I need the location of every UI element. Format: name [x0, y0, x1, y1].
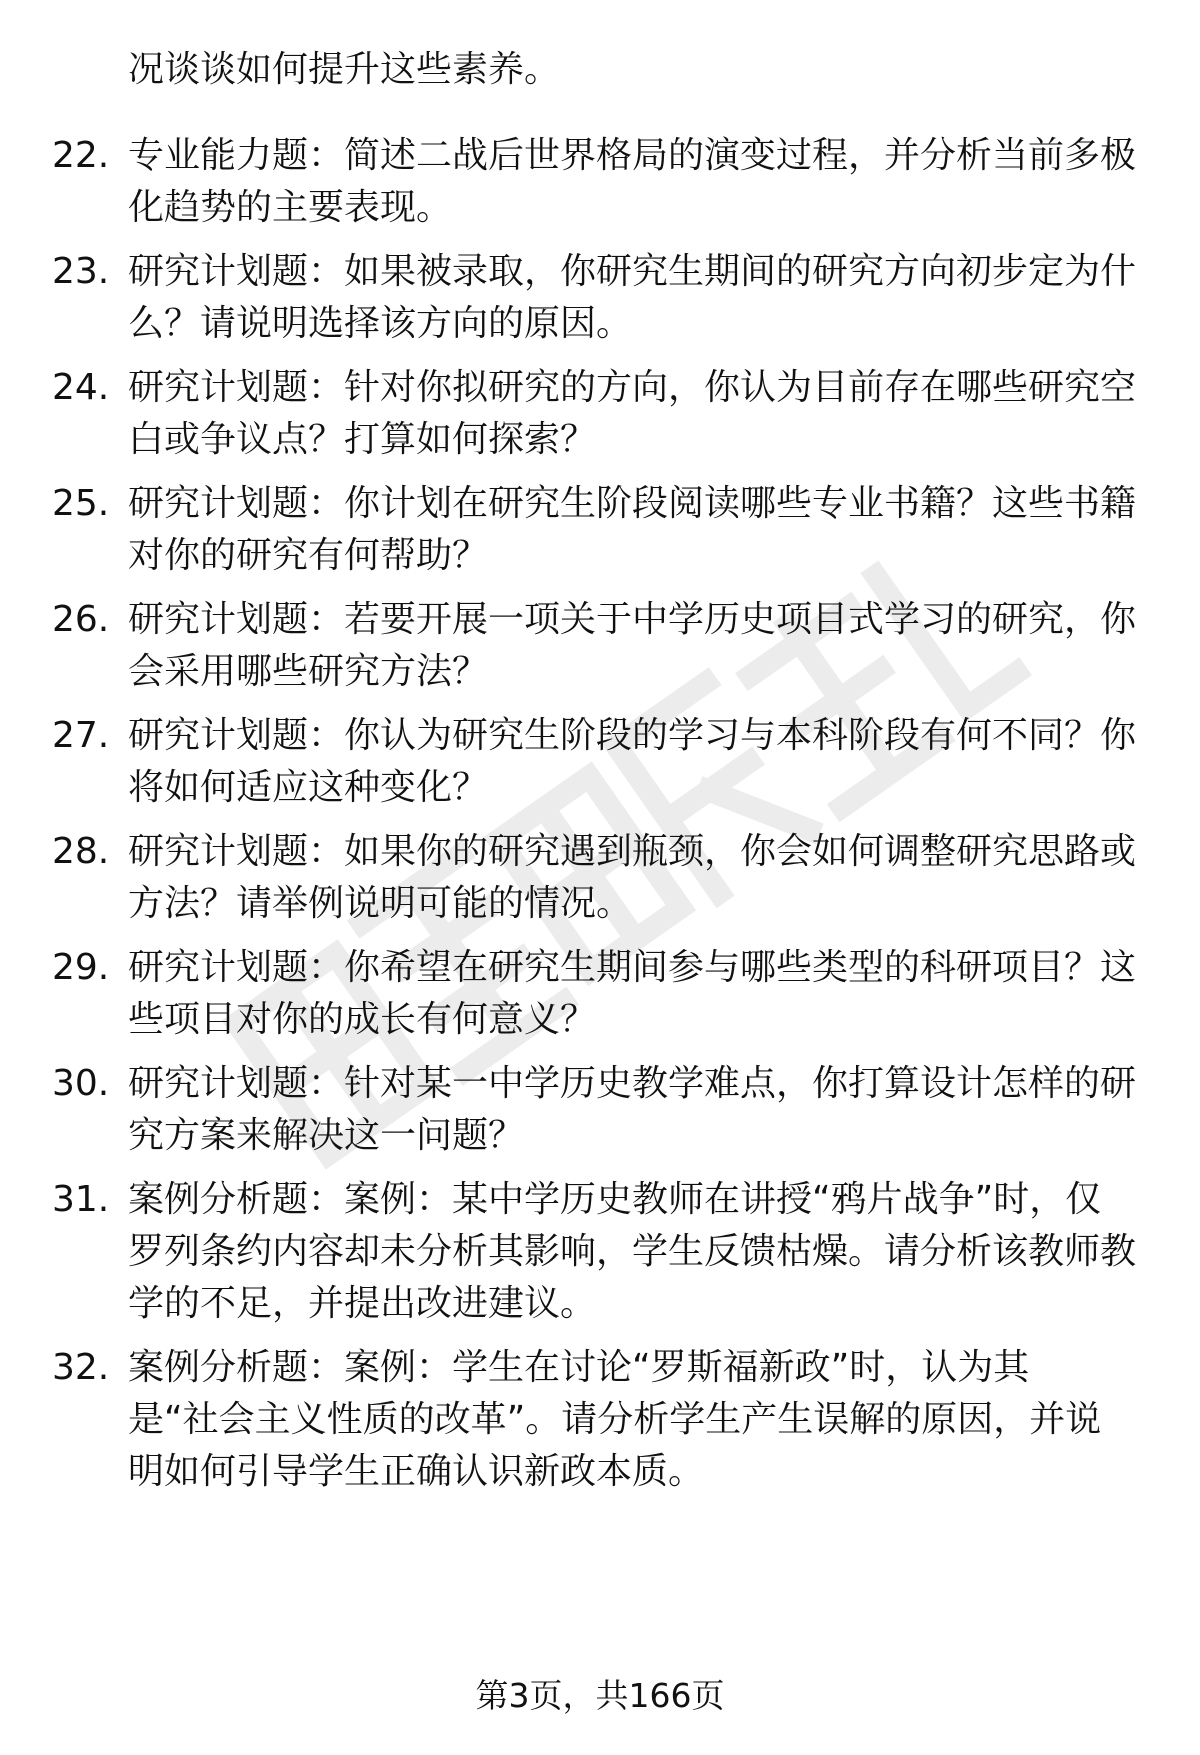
- item-text-line: 罗列条约内容却未分析其影响，学生反馈枯燥。请分析该教师教: [128, 1231, 1137, 1272]
- item-text-line: 些项目对你的成长有何意义？: [128, 999, 597, 1040]
- item-number: 27.: [52, 715, 110, 756]
- item-number: 26.: [52, 599, 110, 640]
- item-text-line: 化趋势的主要表现。: [128, 187, 453, 228]
- item-number: 29.: [52, 947, 110, 988]
- item-text-line: 研究计划题：若要开展一项关于中学历史项目式学习的研究，你: [128, 599, 1137, 640]
- item-text-line: 研究计划题：针对某一中学历史教学难点，你打算设计怎样的研: [128, 1063, 1137, 1104]
- item-number: 32.: [52, 1347, 110, 1388]
- item-text-line: 么？请说明选择该方向的原因。: [128, 303, 633, 344]
- item-text-line: 案例分析题：案例：某中学历史教师在讲授“鸦片战争”时，仅: [128, 1179, 1102, 1220]
- item-text-line: 将如何适应这种变化？: [128, 767, 489, 808]
- item-number: 22.: [52, 135, 110, 176]
- item-text-line: 研究计划题：针对你拟研究的方向，你认为目前存在哪些研究空: [128, 367, 1137, 408]
- item-text-line: 研究计划题：你认为研究生阶段的学习与本科阶段有何不同？你: [128, 715, 1137, 756]
- item-text-line: 明如何引导学生正确认识新政本质。: [128, 1451, 705, 1492]
- item-number: 25.: [52, 483, 110, 524]
- item-text-line: 究方案来解决这一问题？: [128, 1115, 525, 1156]
- item-text-line: 专业能力题：简述二战后世界格局的演变过程，并分析当前多极: [128, 135, 1137, 176]
- item-text-line: 是“社会主义性质的改革”。请分析学生产生误解的原因，并说: [128, 1399, 1102, 1440]
- item-text-line: 白或争议点？打算如何探索？: [128, 419, 597, 460]
- item-number: 23.: [52, 251, 110, 292]
- item-number: 28.: [52, 831, 110, 872]
- item-text-line: 研究计划题：你希望在研究生期间参与哪些类型的科研项目？这: [128, 947, 1137, 988]
- item-number: 24.: [52, 367, 110, 408]
- item-number: 31.: [52, 1179, 110, 1220]
- item-text-line: 研究计划题：如果被录取，你研究生期间的研究方向初步定为什: [128, 251, 1137, 292]
- item-text-line: 研究计划题：如果你的研究遇到瓶颈，你会如何调整研究思路或: [128, 831, 1137, 872]
- continuation-text: 况谈谈如何提升这些素养。: [128, 49, 561, 90]
- item-number: 30.: [52, 1063, 110, 1104]
- item-text-line: 对你的研究有何帮助？: [128, 535, 489, 576]
- item-text-line: 方法？请举例说明可能的情况。: [128, 883, 633, 924]
- page-number-footer: 第3页，共166页: [475, 1676, 725, 1715]
- item-text-line: 案例分析题：案例：学生在讨论“罗斯福新政”时，认为其: [128, 1347, 1030, 1388]
- item-text-line: 会采用哪些研究方法？: [128, 651, 489, 692]
- item-text-line: 研究计划题：你计划在研究生阶段阅读哪些专业书籍？这些书籍: [128, 483, 1137, 524]
- item-text-line: 学的不足，并提出改进建议。: [128, 1283, 597, 1324]
